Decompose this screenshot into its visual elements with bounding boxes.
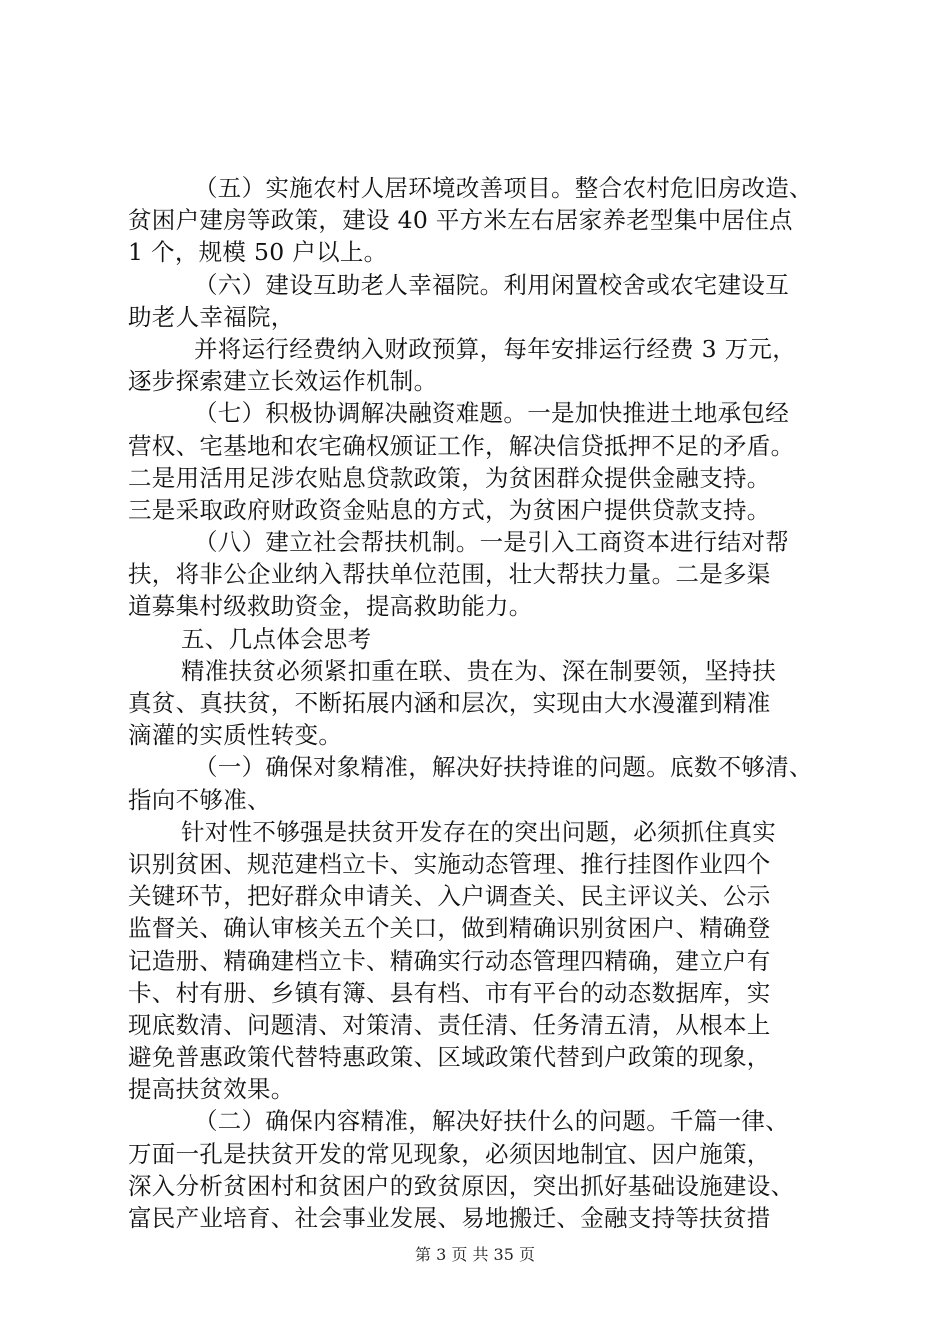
text-line: 营权、宅基地和农宅确权颁证工作，解决信贷抵押不足的矛盾。: [128, 431, 795, 460]
text-line: 富民产业培育、社会事业发展、易地搬迁、金融支持等扶贫措: [128, 1204, 771, 1232]
text-line: 针对性不够强是扶贫开发存在的突出问题，必须抓住真实: [181, 817, 776, 846]
text-line: 道募集村级救助资金，提高救助能力。: [128, 592, 533, 621]
document-body: [128, 172, 828, 1234]
text-line: 深入分析贫困村和贫困户的致贫原因，突出抓好基础设施建设、: [128, 1171, 795, 1200]
text-line: 五、几点体会思考: [181, 624, 372, 653]
text-line: 记造册、精确建档立卡、精确实行动态管理四精确，建立户有: [128, 946, 771, 975]
text-line: 助老人幸福院，: [128, 302, 295, 331]
text-line: 并将运行经费纳入财政预算，每年安排运行经费 3 万元，: [194, 334, 796, 363]
text-line: 万面一孔是扶贫开发的常见现象，必须因地制宜、因户施策，: [128, 1139, 771, 1168]
text-line: （五）实施农村人居环境改善项目。整合农村危旧房改造、: [194, 174, 813, 202]
text-line: （八）建立社会帮扶机制。一是引入工商资本进行结对帮: [194, 528, 789, 557]
text-line: 关键环节，把好群众申请关、入户调查关、民主评议关、公示: [128, 882, 771, 911]
page-footer: 第 3 页 共 35 页: [415, 1245, 535, 1264]
text-line: 逐步探索建立长效运作机制。: [128, 367, 438, 396]
text-line: 现底数清、问题清、对策清、责任清、任务清五清，从根本上: [128, 1010, 771, 1039]
text-line: 精准扶贫必须紧扣重在联、贵在为、深在制要领，坚持扶: [181, 656, 776, 685]
text-line: 三是采取政府财政资金贴息的方式，为贫困户提供贷款支持。: [128, 495, 771, 524]
text-line: 1 个，规模 50 户以上。: [128, 238, 388, 267]
text-line: 二是用活用足涉农贴息贷款政策，为贫困群众提供金融支持。: [128, 463, 771, 492]
text-line: 避免普惠政策代替特惠政策、区域政策代替到户政策的现象，: [128, 1043, 771, 1072]
text-line: （一）确保对象精准，解决好扶持谁的问题。底数不够清、: [194, 753, 813, 782]
text-line: （六）建设互助老人幸福院。利用闲置校舍或农宅建设互: [194, 270, 789, 299]
text-line: 监督关、确认审核关五个关口，做到精确识别贫困户、精确登: [128, 914, 771, 943]
text-line: 贫困户建房等政策，建设 40 平方米左右居家养老型集中居住点: [128, 206, 793, 235]
text-line: 真贫、真扶贫，不断拓展内涵和层次，实现由大水漫灌到精准: [128, 689, 771, 717]
text-line: （七）积极协调解决融资难题。一是加快推进土地承包经: [194, 399, 789, 428]
text-line: （二）确保内容精准，解决好扶什么的问题。千篇一律、: [194, 1107, 789, 1136]
text-line: 指向不够准、: [128, 785, 271, 814]
text-line: 识别贫困、规范建档立卡、实施动态管理、推行挂图作业四个: [128, 849, 771, 878]
text-line: 卡、村有册、乡镇有簿、县有档、市有平台的动态数据库，实: [128, 978, 771, 1007]
text-line: 扶，将非公企业纳入帮扶单位范围，壮大帮扶力量。二是多渠: [128, 560, 771, 589]
text-line: 滴灌的实质性转变。: [128, 721, 343, 750]
text-line: 提高扶贫效果。: [128, 1075, 295, 1104]
